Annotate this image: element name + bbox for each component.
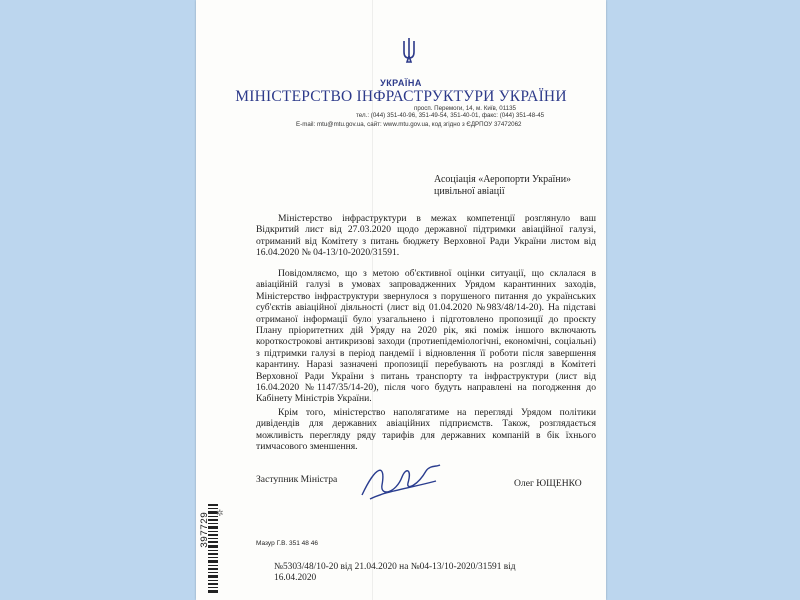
letterhead-email: E-mail: mtu@mtu.gov.ua, сайт: www.mtu.gov.ua, код згідно з ЄДРПОУ 37472062 — [296, 121, 522, 128]
executor-contact: Мазур Г.В. 351 48 46 — [256, 540, 318, 547]
paragraph-3: Крім того, міністерство наполягатиме на перегляді Урядом політики дивідендів для державних авіаційних підприємств. Також, розглядається можливість перегляду ряду тарифів для державних компаній в бік їхнього тимчасового зменшення. — [256, 407, 596, 453]
letterhead-phones: тел.: (044) 351-40-96, 351-49-54, 351-40-01, факс: (044) 351-48-45 — [356, 112, 545, 119]
letterhead-country: УКРАЇНА — [380, 78, 422, 88]
trident-emblem-icon — [401, 36, 417, 64]
barcode-number: 397729 — [200, 511, 211, 548]
paragraph-1: Міністерство інфраструктури в межах компетенції розглянуло ваш Відкритий лист від 27.03.2020 щодо державної підтримки авіаційної галузі, отриманий від Комітету з питань бюджету Верховної Ради України листом від 16.04.2020 № 04-13/10-2020/31591. — [256, 213, 596, 259]
letter-page — [196, 0, 606, 600]
recipient-line-1: Асоціація «Аеропорти України» — [434, 174, 572, 185]
paragraph-2: Повідомляємо, що з метою об'єктивної оцінки ситуації, що склалася в авіаційній галузі в умовах запровадженних Урядом карантинних заходів, Міністерство інфраструктури звернулося з порушеного питання до українських суб'єктів авіаційної діяльності (лист від 01.04.2020 №983/48/14-20). На підставі отриманої інформації було узагальнено і підготовлено пропозиції до проєкту Плану пріоритетних дій Уряду на 2020 рік, які поміж іншого включають короткострокові антикризові заходи (протиепідеміологічні, економічні, соціальні) з підтримки галузі в період пандемії і відновлення її роботи після завершення карантину. Наразі зазначені пропозиції перебувають на розгляді в Комітеті Верховної Ради України з питань транспорту та інфраструктури (лист від 16.04.2020 №1147/35/14-20), після чого будуть направлені на погодження до Кабінету Міністрів України. — [256, 268, 596, 405]
handwritten-signature — [356, 455, 446, 505]
registration-mark-icon: ✲ — [216, 508, 224, 518]
letterhead-address: просп. Перемоги, 14, м. Київ, 01135 — [414, 105, 516, 112]
letterhead-ministry: МІНІСТЕРСТВО ІНФРАСТРУКТУРИ УКРАЇНИ — [235, 88, 567, 105]
signatory-title: Заступник Міністра — [256, 474, 338, 485]
recipient-line-2: цивільної авіації — [434, 186, 505, 197]
recipient-block — [434, 174, 571, 198]
outgoing-reference: №5303/48/10-20 від 21.04.2020 на №04-13/10-2020/31591 від 16.04.2020 — [274, 562, 516, 583]
signatory-name: Олег ЮЩЕНКО — [514, 478, 582, 489]
